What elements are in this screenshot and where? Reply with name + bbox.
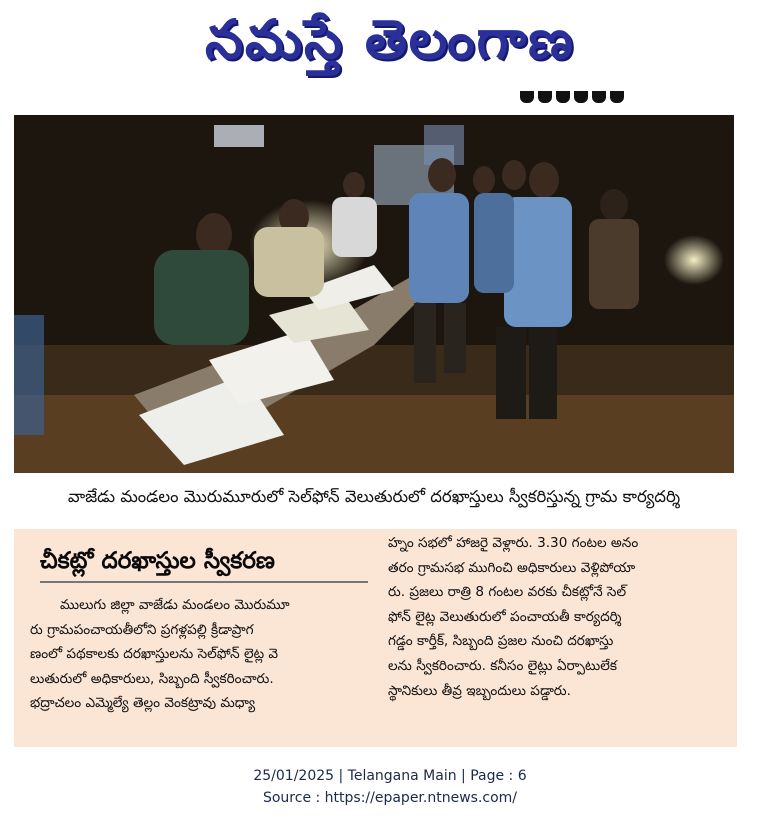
article-line: ములుగు జిల్లా వాజేడు మండలం మొరుమూ xyxy=(60,597,290,613)
article-line: లను స్వీకరించారు. కనీసం లైట్లు ఏర్పాటులేక xyxy=(388,657,617,674)
article-headline: చీకట్లో దరఖాస్తుల స్వీకరణ xyxy=(40,541,368,583)
article-line: స్థానికులు తీవ్ర ఇబ్బందులు పడ్డారు. xyxy=(388,682,571,699)
news-photo xyxy=(14,115,734,473)
article-line: భద్రాచలం ఎమ్మెల్యే తెల్లం వెంకట్రావు మధ్యా xyxy=(30,695,256,712)
article-line: ణంలో పథకాలకు దరఖాస్తులను సెల్‌ఫోన్ లైట్ల వె xyxy=(30,646,279,663)
article-line: హ్నం సభలో హాజరై వెళ్లారు. 3.30 గంటల అనం xyxy=(388,535,639,551)
masthead-logo: నమస్తే తెలంగాణ xyxy=(205,8,575,71)
source-link[interactable]: Source : https://epaper.ntnews.com/ xyxy=(262,790,518,806)
photo-caption: వాజేడు మండలం మొరుమూరులో సెల్‌ఫోన్ వెలుతురులో దరఖాస్తులు స్వీకరిస్తున్న గ్రామ కార్యదర్శి xyxy=(67,486,681,506)
article-line: లుతురులో అధికారులు, సిబ్బంది స్వీకరించారు. xyxy=(30,670,274,687)
article-line: గడ్డం కార్తీక్, సిబ్బంది ప్రజల నుంచి దరఖాస్తు xyxy=(388,633,614,650)
previous-article-remnant xyxy=(520,88,640,104)
article-line: ఫోన్ లైట్ల వెలుతురులో పంచాయతీ కార్యదర్శి xyxy=(388,608,622,625)
article-column-left xyxy=(30,593,372,716)
article-line: రు గ్రామపంచాయతీలోని ప్రగళ్లపల్లి క్రీడాప్రాగ xyxy=(30,621,254,638)
article-line: రు. ప్రజలు రాత్రి 8 గంటల వరకు చీకట్లోనే సెల్ xyxy=(388,584,627,601)
night-scene-illustration xyxy=(14,115,734,473)
edition-info: 25/01/2025 | Telangana Main | Page : 6 xyxy=(253,768,527,784)
news-article xyxy=(14,529,737,747)
article-column-right xyxy=(388,531,728,703)
article-line: తరం గ్రామసభ ముగించి అధికారులు వెళ్లిపోయా xyxy=(388,559,636,576)
